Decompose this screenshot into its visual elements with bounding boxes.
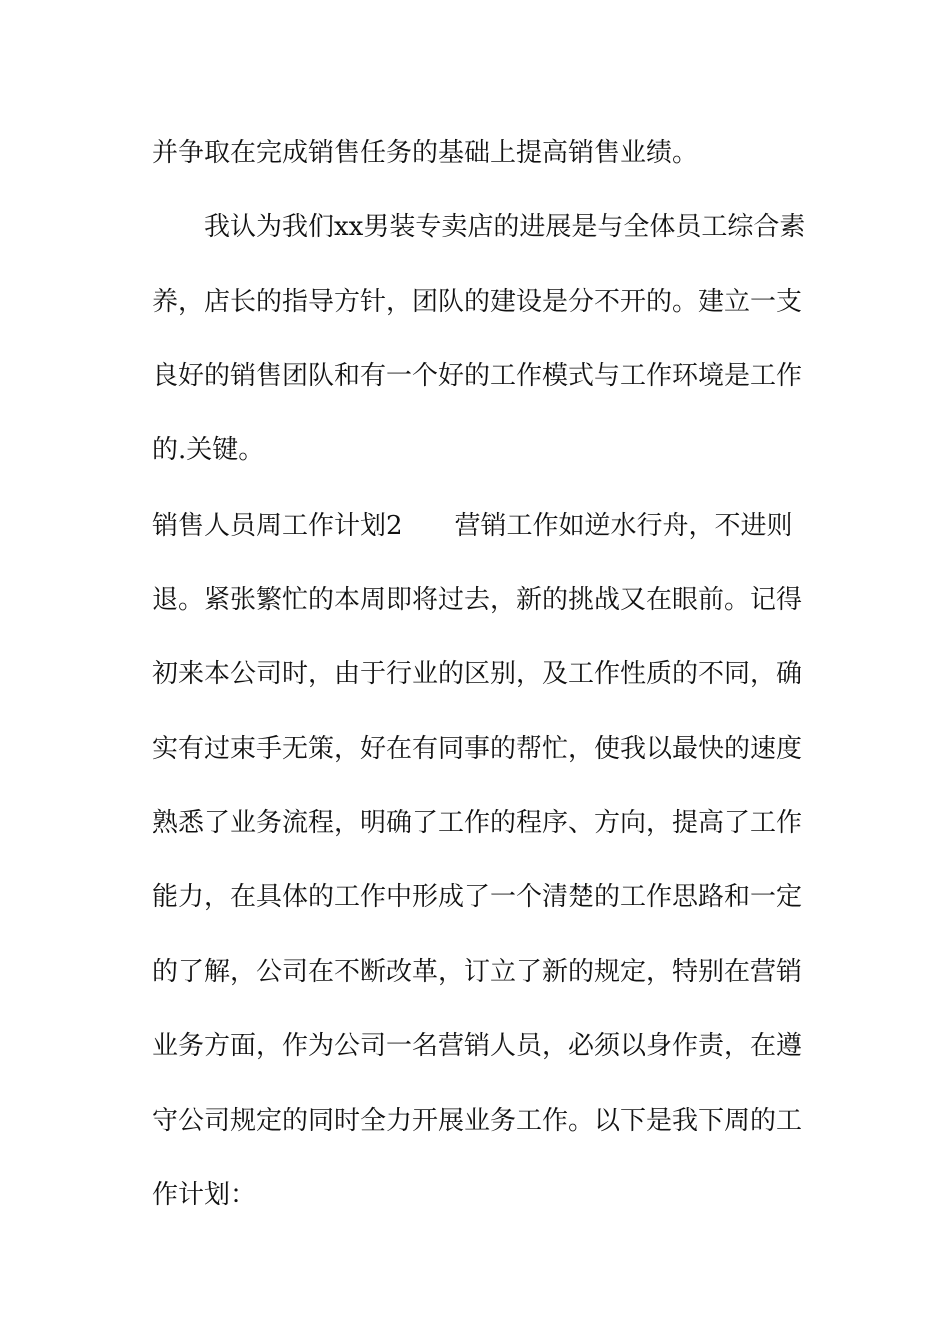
text-line: 并争取在完成销售任务的基础上提高销售业绩。 [152,138,699,168]
paragraph-first-line: 我认为我们xx男装专卖店的进展是与全体员工综合素 [204,212,806,242]
text-line: 的了解，公司在不断改革，订立了新的规定，特别在营销 [152,957,803,987]
text-line: 退。紧张繁忙的本周即将过去，新的挑战又在眼前。记得 [152,585,803,615]
text-line: 初来本公司时，由于行业的区别，及工作性质的不同，确 [152,659,803,689]
text-line: 作计划： [152,1180,257,1210]
text-line: 业务方面，作为公司一名营销人员，必须以身作责，在遵 [152,1031,803,1061]
text-line: 养，店长的指导方针，团队的建设是分不开的。建立一支 [152,287,803,317]
section-heading-line: 销售人员周工作计划2 营销工作如逆水行舟，不进则 [152,511,793,541]
text-line: 实有过束手无策，好在有同事的帮忙，使我以最快的速度 [152,734,803,764]
text-line: 守公司规定的同时全力开展业务工作。以下是我下周的工 [152,1106,803,1136]
text-line: 熟悉了业务流程，明确了工作的程序、方向，提高了工作 [152,808,803,838]
text-line: 能力，在具体的工作中形成了一个清楚的工作思路和一定 [152,882,803,912]
text-line: 良好的销售团队和有一个好的工作模式与工作环境是工作 [152,361,803,391]
text-line: 的.关键。 [152,435,265,465]
